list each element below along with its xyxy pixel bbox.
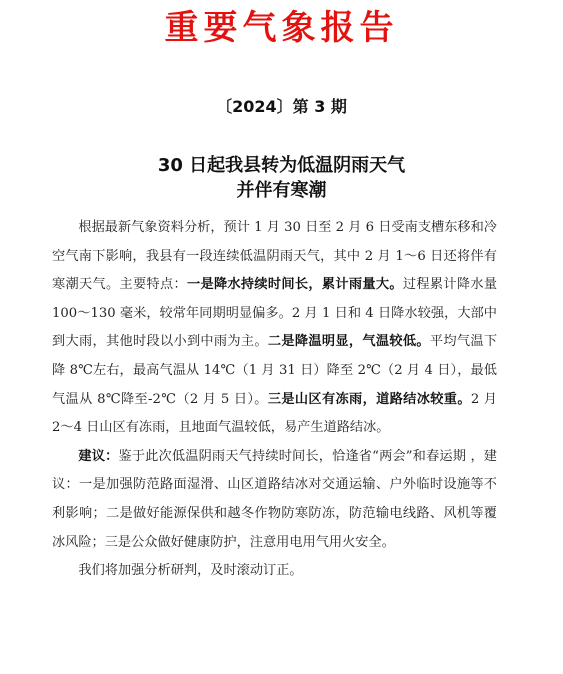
suggestion-label: 建议： — [78, 448, 119, 464]
headline-line-2: 并伴有寒潮 — [236, 180, 327, 201]
point-2-heading: 二是降温明显，气温较低。 — [267, 334, 430, 350]
forecast-intro: 根据最新气象资料分析，预计 1 月 30 日至 2 月 6 日受南支槽东移和冷空气南下影响，我县有一段连续低温阴雨天气，其中 2 月 1～6 日还将伴有寒潮天气。主要特点： — [52, 220, 497, 293]
issue-number: 〔2024〕第 3 期 — [216, 97, 347, 116]
headline — [0, 153, 563, 203]
point-3-text: 2 月 2～4 日山区有冻雨，且地面气温较低，易产生道路结冰。 — [52, 391, 497, 436]
suggestion-text: 鉴于此次低温阴雨天气持续时间长，恰逢省“两会”和春运期 ，建议：一是加强防范路面湿滑、山区道路结冰对交通运输、户外临时设施等不利影响；二是做好能源保供和越冬作物防寒防冻，防范输电线路、风机等覆冰风险；三是公众做好健康防护，注意用电用气用火安全。 — [52, 448, 497, 550]
point-2-text: 平均气温下降 8℃左右，最高气温从 14℃（1 月 31 日）降至 2℃（2 月 4 日），最低气温从 8℃降至-2℃（2 月 5 日）。 — [52, 334, 498, 407]
report-banner-title: 重要气象报告 — [164, 8, 399, 48]
point-1-text: 过程累计降水量 100～130 毫米，较常年同期明显偏多。2 月 1 日和 4 日降水较强，大部中到大雨，其他时段以小到中雨为主。 — [52, 277, 498, 350]
headline-line-1: 30 日起我县转为低温阴雨天气 — [157, 155, 406, 176]
paragraph-closing: 我们将加强分析研判，及时滚动订正。 — [78, 563, 303, 579]
point-3-heading: 三是山区有冻雨，道路结冰较重。 — [267, 391, 471, 407]
point-1-heading: 一是降水持续时间长，累计雨量大。 — [186, 277, 403, 293]
report-body — [52, 214, 497, 586]
paragraph-suggestion — [52, 443, 497, 557]
paragraph-forecast — [52, 214, 497, 443]
